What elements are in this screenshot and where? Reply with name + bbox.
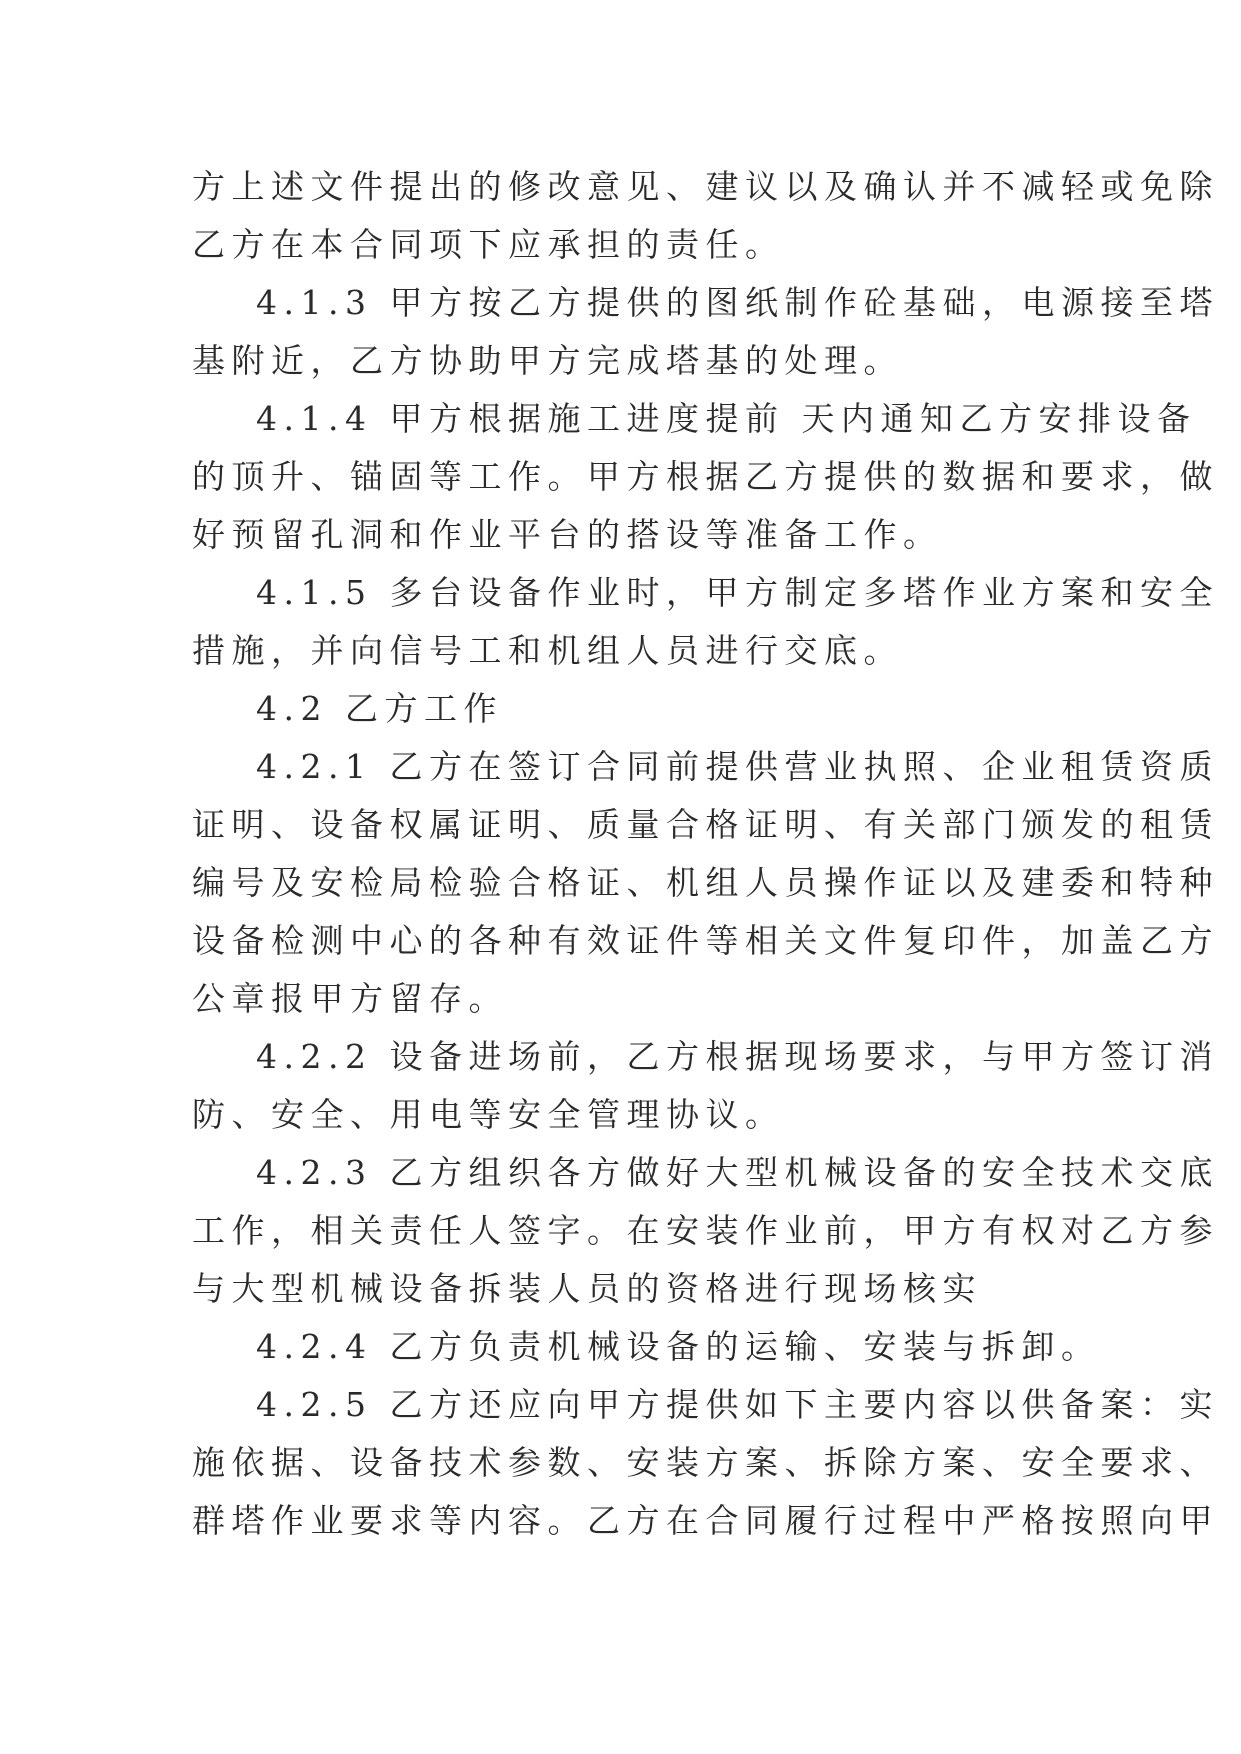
clause-4-2-3: 4.2.3 乙方组织各方做好大型机械设备的安全技术交底 (256, 1153, 1219, 1192)
clause-4-1-5: 4.1.5 多台设备作业时，甲方制定多塔作业方案和安全 (256, 573, 1219, 612)
text-line: 与大型机械设备拆装人员的资格进行现场核实 (192, 1269, 982, 1308)
text-line: 公章报甲方留存。 (192, 979, 508, 1018)
text-line: 编号及安检局检验合格证、机组人员操作证以及建委和特种 (192, 863, 1219, 902)
text-line: 方上述文件提出的修改意见、建议以及确认并不减轻或免除 (192, 167, 1219, 206)
clause-4-1-3: 4.1.3 甲方按乙方提供的图纸制作砼基础，电源接至塔 (256, 283, 1219, 322)
text-line: 的顶升、锚固等工作。甲方根据乙方提供的数据和要求，做 (192, 457, 1219, 496)
text-line: 设备检测中心的各种有效证件等相关文件复印件，加盖乙方 (192, 921, 1219, 960)
text-line: 措施，并向信号工和机组人员进行交底。 (192, 631, 903, 670)
text-line: 好预留孔洞和作业平台的搭设等准备工作。 (192, 515, 943, 554)
text-line: 防、安全、用电等安全管理协议。 (192, 1095, 785, 1134)
text-line: 施依据、设备技术参数、安装方案、拆除方案、安全要求、 (192, 1443, 1219, 1482)
text-line: 工作，相关责任人签字。在安装作业前，甲方有权对乙方参 (192, 1211, 1219, 1250)
text-line: 基附近，乙方协助甲方完成塔基的处理。 (192, 341, 903, 380)
clause-4-2-5: 4.2.5 乙方还应向甲方提供如下主要内容以供备案：实 (256, 1385, 1219, 1424)
section-heading-4-2: 4.2 乙方工作 (256, 689, 503, 728)
clause-4-1-4: 4.1.4 甲方根据施工进度提前 天内通知乙方安排设备 (256, 399, 1197, 438)
text-line: 群塔作业要求等内容。乙方在合同履行过程中严格按照向甲 (192, 1501, 1219, 1540)
clause-4-2-4: 4.2.4 乙方负责机械设备的运输、安装与拆卸。 (256, 1327, 1101, 1366)
document-page (192, 158, 1219, 1550)
clause-4-2-2: 4.2.2 设备进场前，乙方根据现场要求，与甲方签订消 (256, 1037, 1219, 1076)
text-line: 乙方在本合同项下应承担的责任。 (192, 225, 785, 264)
clause-4-2-1: 4.2.1 乙方在签订合同前提供营业执照、企业租赁资质 (256, 747, 1219, 786)
text-line: 证明、设备权属证明、质量合格证明、有关部门颁发的租赁 (192, 805, 1219, 844)
